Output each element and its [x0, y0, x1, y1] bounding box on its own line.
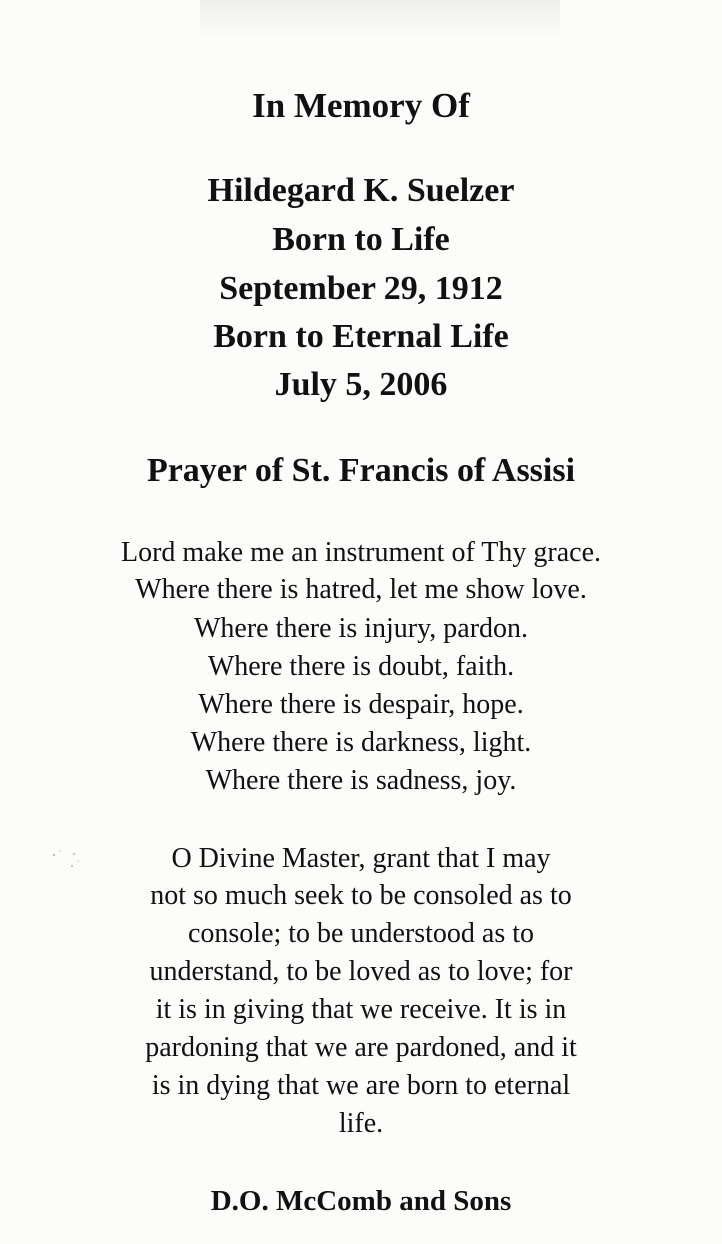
- deceased-name: Hildegard K. Suelzer: [207, 172, 515, 209]
- born-date: September 29, 1912: [219, 270, 503, 307]
- funeral-home: D.O. McComb and Sons: [210, 1185, 512, 1217]
- stanza1-line: Where there is injury, pardon.: [193, 613, 529, 644]
- born-label: Born to Life: [272, 221, 450, 258]
- stanza2-line: O Divine Master, grant that I may: [171, 843, 551, 874]
- stanza1-line: Where there is doubt, faith.: [207, 651, 515, 682]
- stanza1-line: Where there is despair, hope.: [198, 689, 524, 720]
- scan-shadow: [200, 0, 560, 40]
- stanza2-line: it is in giving that we receive. It is in: [155, 994, 567, 1025]
- stanza1-line: Where there is hatred, let me show love.: [135, 574, 587, 605]
- stanza1-line: Lord make me an instrument of Thy grace.: [121, 537, 601, 568]
- stanza2-line: not so much seek to be consoled as to: [150, 880, 572, 911]
- stanza2-line: pardoning that we are pardoned, and it: [145, 1032, 577, 1063]
- stanza1-line: Where there is sadness, joy.: [205, 765, 517, 796]
- stanza2-line: console; to be understood as to: [187, 918, 535, 949]
- prayer-title: Prayer of St. Francis of Assisi: [146, 452, 576, 489]
- stanza2-line: is in dying that we are born to eternal: [151, 1070, 571, 1101]
- died-label: Born to Eternal Life: [213, 318, 509, 355]
- stanza1-line: Where there is darkness, light.: [190, 727, 532, 758]
- stanza2-line: life.: [338, 1108, 384, 1139]
- died-date: July 5, 2006: [274, 366, 448, 403]
- stanza2-line: understand, to be loved as to love; for: [149, 956, 573, 987]
- heading: In Memory Of: [252, 86, 470, 125]
